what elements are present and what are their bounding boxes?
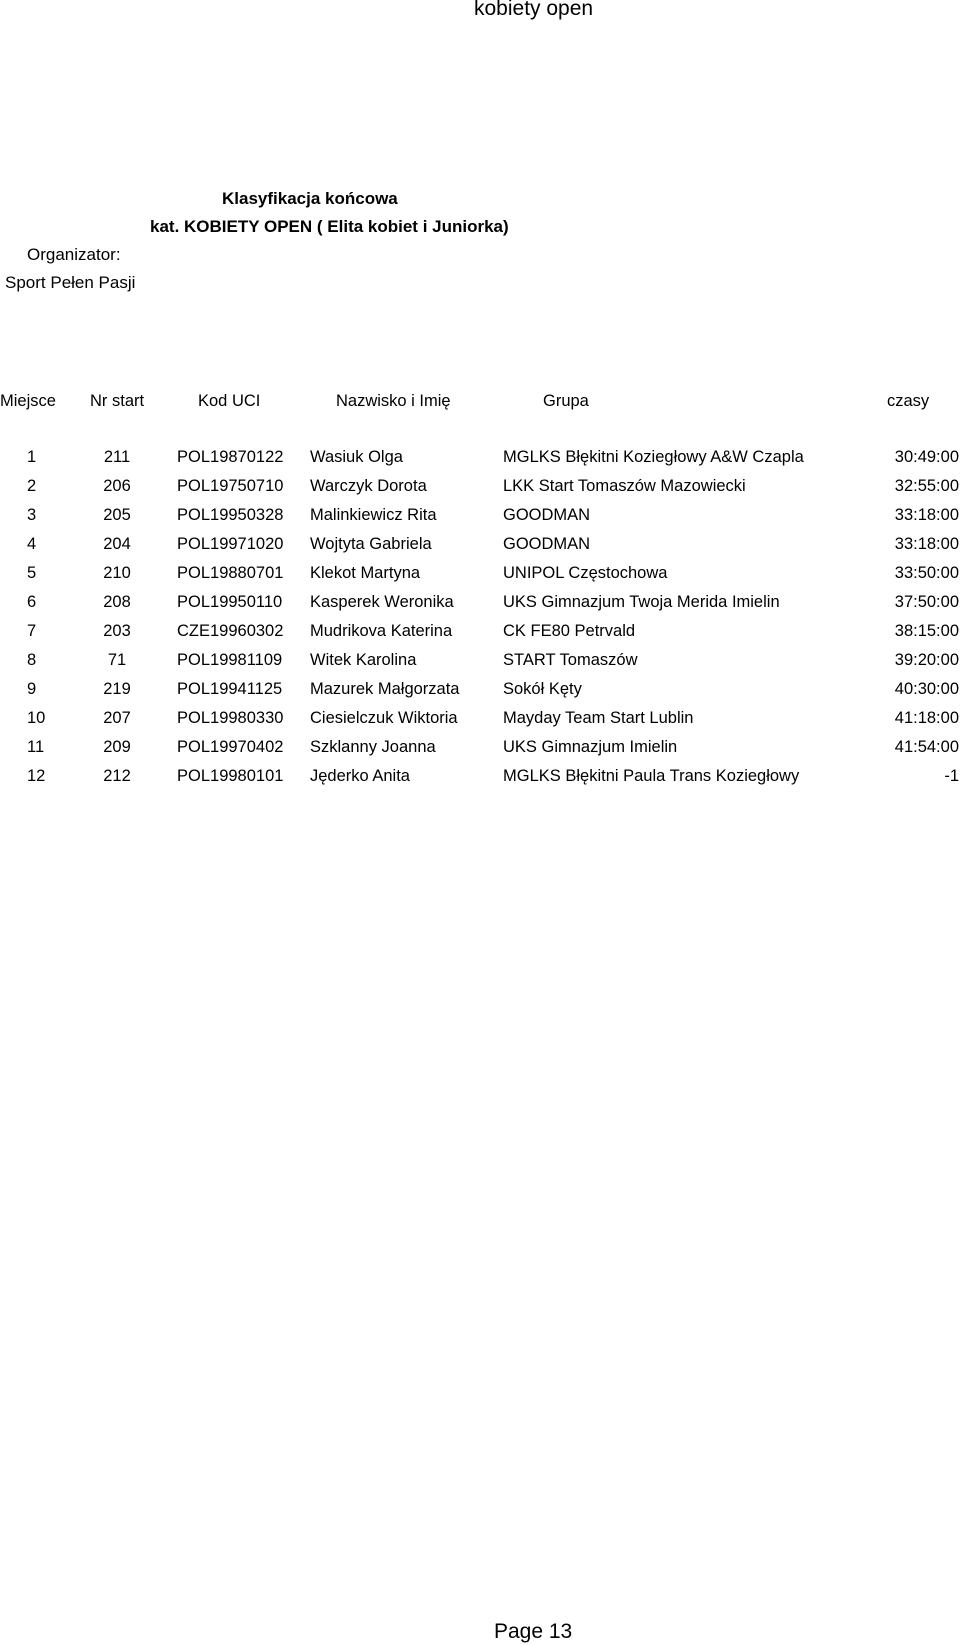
cell-time: 37:50:00 <box>894 593 959 611</box>
cell-start-no: 212 <box>103 767 131 785</box>
cell-name: Kasperek Weronika <box>310 593 454 611</box>
cell-club: UKS Gimnazjum Imielin <box>503 738 678 756</box>
table-row <box>0 535 960 564</box>
cell-name: Szklanny Joanna <box>310 738 436 756</box>
cell-place: 5 <box>27 564 37 582</box>
cell-time: -1 <box>944 767 959 785</box>
cell-club: Sokół Kęty <box>503 680 582 698</box>
cell-uci: POL19880701 <box>177 564 284 582</box>
results-table <box>0 448 960 796</box>
cell-start-no: 205 <box>103 506 131 524</box>
cell-place: 9 <box>27 680 37 698</box>
column-header-club: Grupa <box>543 392 589 410</box>
cell-uci: POL19981109 <box>177 651 283 669</box>
cell-name: Wojtyta Gabriela <box>310 535 432 553</box>
cell-time: 39:20:00 <box>894 651 959 669</box>
cell-time: 33:18:00 <box>894 506 959 524</box>
organizer-label: Organizator: <box>27 245 121 264</box>
table-row <box>0 767 960 796</box>
cell-start-no: 219 <box>103 680 131 698</box>
classification-title: Klasyfikacja końcowa <box>222 189 398 208</box>
cell-place: 4 <box>27 535 37 553</box>
table-row <box>0 506 960 535</box>
cell-place: 2 <box>27 477 37 495</box>
cell-uci: POL19980101 <box>177 767 284 785</box>
table-row <box>0 622 960 651</box>
cell-club: Mayday Team Start Lublin <box>503 709 694 727</box>
cell-time: 38:15:00 <box>894 622 959 640</box>
cell-time: 33:50:00 <box>894 564 959 582</box>
organizer-name: Sport Pełen Pasji <box>5 273 136 292</box>
cell-place: 1 <box>27 448 37 466</box>
cell-uci: POL19980330 <box>177 709 284 727</box>
table-row <box>0 738 960 767</box>
cell-club: UKS Gimnazjum Twoja Merida Imielin <box>503 593 780 611</box>
column-header-place: Miejsce <box>0 392 56 410</box>
table-row <box>0 680 960 709</box>
cell-name: Jęderko Anita <box>310 767 410 785</box>
cell-uci: POL19750710 <box>177 477 284 495</box>
cell-uci: POL19941125 <box>177 680 283 698</box>
table-row <box>0 477 960 506</box>
cell-uci: POL19971020 <box>177 535 284 553</box>
table-row <box>0 709 960 738</box>
cell-name: Warczyk Dorota <box>310 477 427 495</box>
table-row <box>0 448 960 477</box>
cell-place: 12 <box>27 767 46 785</box>
column-header-start-no: Nr start <box>90 392 145 410</box>
cell-start-no: 208 <box>103 593 131 611</box>
cell-start-no: 71 <box>107 651 127 669</box>
table-row <box>0 651 960 680</box>
cell-start-no: 204 <box>103 535 131 553</box>
cell-club: MGLKS Błękitni Paula Trans Koziegłowy <box>503 767 800 785</box>
column-header-uci: Kod UCI <box>198 392 261 410</box>
cell-club: MGLKS Błękitni Koziegłowy A&W Czapla <box>503 448 804 466</box>
cell-place: 6 <box>27 593 37 611</box>
cell-name: Mudrikova Katerina <box>310 622 453 640</box>
cell-name: Ciesielczuk Wiktoria <box>310 709 458 727</box>
cell-place: 10 <box>27 709 46 727</box>
page-header: kobiety open <box>474 0 594 20</box>
cell-place: 7 <box>27 622 37 640</box>
cell-place: 3 <box>27 506 37 524</box>
cell-name: Klekot Martyna <box>310 564 421 582</box>
cell-club: GOODMAN <box>503 506 591 524</box>
cell-place: 11 <box>27 738 45 756</box>
cell-time: 30:49:00 <box>894 448 959 466</box>
cell-uci: POL19950328 <box>177 506 284 524</box>
cell-start-no: 211 <box>103 448 131 466</box>
page-number: Page 13 <box>494 1620 573 1643</box>
cell-time: 40:30:00 <box>894 680 959 698</box>
cell-name: Witek Karolina <box>310 651 417 669</box>
cell-club: CK FE80 Petrvald <box>503 622 636 640</box>
cell-uci: POL19950110 <box>177 593 283 611</box>
cell-uci: POL19970402 <box>177 738 284 756</box>
cell-uci: POL19870122 <box>177 448 284 466</box>
cell-time: 41:54:00 <box>894 738 959 756</box>
cell-club: LKK Start Tomaszów Mazowiecki <box>503 477 746 495</box>
cell-start-no: 209 <box>103 738 131 756</box>
cell-name: Malinkiewicz Rita <box>310 506 437 524</box>
cell-time: 32:55:00 <box>894 477 959 495</box>
cell-time: 41:18:00 <box>894 709 959 727</box>
column-header-name: Nazwisko i Imię <box>336 392 451 410</box>
cell-club: GOODMAN <box>503 535 591 553</box>
cell-club: UNIPOL Częstochowa <box>503 564 668 582</box>
cell-start-no: 206 <box>103 477 131 495</box>
cell-club: START Tomaszów <box>503 651 638 669</box>
column-header-time: czasy <box>887 392 930 410</box>
cell-time: 33:18:00 <box>894 535 959 553</box>
cell-uci: CZE19960302 <box>177 622 284 640</box>
cell-place: 8 <box>27 651 37 669</box>
cell-name: Wasiuk Olga <box>310 448 403 466</box>
cell-name: Mazurek Małgorzata <box>310 680 460 698</box>
category-title: kat. KOBIETY OPEN ( Elita kobiet i Juniorka) <box>150 217 509 236</box>
cell-start-no: 210 <box>103 564 131 582</box>
table-row <box>0 593 960 622</box>
table-row <box>0 564 960 593</box>
cell-start-no: 203 <box>103 622 131 640</box>
cell-start-no: 207 <box>103 709 131 727</box>
